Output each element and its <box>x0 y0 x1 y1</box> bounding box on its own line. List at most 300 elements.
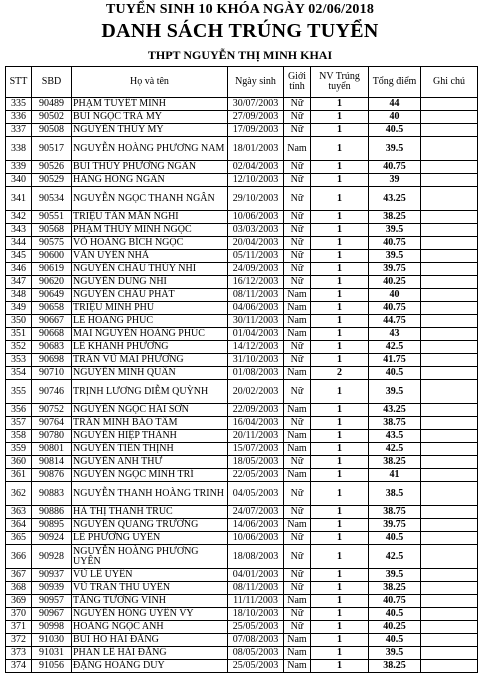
cell-sbd: 90508 <box>32 124 72 137</box>
cell-note <box>421 263 478 276</box>
cell-stt: 337 <box>6 124 32 137</box>
cell-name: HÀ THỊ THANH TRÚC <box>72 506 228 519</box>
cell-score: 41.75 <box>369 354 421 367</box>
cell-dob: 11/11/2003 <box>228 595 284 608</box>
cell-note <box>421 367 478 380</box>
cell-dob: 20/04/2003 <box>228 237 284 250</box>
table-row <box>6 469 478 482</box>
cell-nv: 1 <box>311 302 369 315</box>
cell-sbd: 90526 <box>32 161 72 174</box>
table-row <box>6 315 478 328</box>
cell-dob: 20/11/2003 <box>228 430 284 443</box>
cell-score: 38.25 <box>369 456 421 469</box>
cell-nv: 1 <box>311 456 369 469</box>
table-row <box>6 137 478 161</box>
cell-name: VĂN UYÊN NHÃ <box>72 250 228 263</box>
col-header-score: Tổng điểm <box>369 67 421 98</box>
cell-note <box>421 237 478 250</box>
cell-nv: 1 <box>311 211 369 224</box>
cell-dob: 10/06/2003 <box>228 532 284 545</box>
cell-note <box>421 595 478 608</box>
cell-nv: 1 <box>311 124 369 137</box>
cell-note <box>421 328 478 341</box>
table-row <box>6 263 478 276</box>
cell-sbd: 90746 <box>32 380 72 404</box>
cell-note <box>421 532 478 545</box>
cell-dob: 08/05/2003 <box>228 647 284 660</box>
cell-sbd: 90551 <box>32 211 72 224</box>
cell-score: 40.75 <box>369 595 421 608</box>
cell-dob: 03/03/2003 <box>228 224 284 237</box>
cell-sex: Nam <box>284 519 311 532</box>
cell-sbd: 90814 <box>32 456 72 469</box>
table-row <box>6 595 478 608</box>
cell-score: 40.5 <box>369 608 421 621</box>
col-header-dob: Ngày sinh <box>228 67 284 98</box>
cell-name: NGUYỄN NGỌC THANH NGÂN <box>72 187 228 211</box>
cell-nv: 1 <box>311 545 369 569</box>
cell-sex: Nữ <box>284 506 311 519</box>
cell-nv: 1 <box>311 237 369 250</box>
table-row <box>6 456 478 469</box>
cell-score: 38.75 <box>369 506 421 519</box>
document-title-list: DANH SÁCH TRÚNG TUYỂN <box>101 20 379 42</box>
table-row <box>6 237 478 250</box>
table-row <box>6 302 478 315</box>
cell-name: NGUYỄN THỦY MY <box>72 124 228 137</box>
cell-sbd: 90620 <box>32 276 72 289</box>
cell-nv: 1 <box>311 187 369 211</box>
cell-stt: 338 <box>6 137 32 161</box>
table-row <box>6 224 478 237</box>
cell-stt: 361 <box>6 469 32 482</box>
cell-nv: 1 <box>311 111 369 124</box>
table-row <box>6 98 478 111</box>
cell-sbd: 90939 <box>32 582 72 595</box>
cell-sbd: 90568 <box>32 224 72 237</box>
cell-stt: 369 <box>6 595 32 608</box>
cell-nv: 1 <box>311 137 369 161</box>
cell-note <box>421 608 478 621</box>
cell-note <box>421 137 478 161</box>
cell-stt: 346 <box>6 263 32 276</box>
cell-stt: 372 <box>6 634 32 647</box>
cell-stt: 365 <box>6 532 32 545</box>
cell-note <box>421 174 478 187</box>
cell-score: 38.25 <box>369 582 421 595</box>
cell-nv: 1 <box>311 582 369 595</box>
cell-note <box>421 354 478 367</box>
cell-name: NGUYỄN HIỆP THÀNH <box>72 430 228 443</box>
table-row <box>6 532 478 545</box>
cell-note <box>421 161 478 174</box>
cell-sbd: 91056 <box>32 660 72 673</box>
cell-sex: Nữ <box>284 224 311 237</box>
cell-note <box>421 341 478 354</box>
cell-dob: 15/07/2003 <box>228 443 284 456</box>
table-row <box>6 341 478 354</box>
table-row <box>6 328 478 341</box>
cell-nv: 2 <box>311 367 369 380</box>
cell-sbd: 90924 <box>32 532 72 545</box>
cell-sbd: 90967 <box>32 608 72 621</box>
cell-stt: 363 <box>6 506 32 519</box>
cell-dob: 22/05/2003 <box>228 469 284 482</box>
cell-name: VÕ HOÀNG BÍCH NGỌC <box>72 237 228 250</box>
table-row <box>6 111 478 124</box>
cell-stt: 352 <box>6 341 32 354</box>
cell-nv: 1 <box>311 469 369 482</box>
cell-note <box>421 660 478 673</box>
cell-nv: 1 <box>311 443 369 456</box>
table-row <box>6 211 478 224</box>
cell-dob: 07/08/2003 <box>228 634 284 647</box>
cell-score: 40.75 <box>369 237 421 250</box>
cell-score: 39.5 <box>369 569 421 582</box>
cell-name: NGUYỄN QUANG TRƯỜNG <box>72 519 228 532</box>
cell-dob: 10/06/2003 <box>228 211 284 224</box>
cell-name: PHẠM THỦY MINH NGỌC <box>72 224 228 237</box>
cell-stt: 341 <box>6 187 32 211</box>
cell-note <box>421 250 478 263</box>
cell-stt: 360 <box>6 456 32 469</box>
cell-nv: 1 <box>311 506 369 519</box>
table-row <box>6 124 478 137</box>
cell-score: 40.25 <box>369 276 421 289</box>
cell-nv: 1 <box>311 380 369 404</box>
cell-dob: 05/11/2003 <box>228 250 284 263</box>
cell-nv: 1 <box>311 569 369 582</box>
cell-note <box>421 98 478 111</box>
cell-nv: 1 <box>311 328 369 341</box>
cell-nv: 1 <box>311 250 369 263</box>
cell-sex: Nữ <box>284 276 311 289</box>
cell-sex: Nam <box>284 443 311 456</box>
document-title-school: THPT NGUYỄN THỊ MINH KHAI <box>147 48 333 62</box>
table-row <box>6 569 478 582</box>
cell-dob: 24/07/2003 <box>228 506 284 519</box>
cell-dob: 22/09/2003 <box>228 404 284 417</box>
table-header-row <box>6 67 478 98</box>
col-header-sbd: SBD <box>32 67 72 98</box>
cell-sex: Nữ <box>284 174 311 187</box>
cell-note <box>421 582 478 595</box>
table-row <box>6 506 478 519</box>
cell-sex: Nữ <box>284 545 311 569</box>
col-header-nv: NV Trúng tuyển <box>311 67 369 98</box>
cell-stt: 373 <box>6 647 32 660</box>
col-header-name: Họ và tên <box>72 67 228 98</box>
cell-nv: 1 <box>311 174 369 187</box>
cell-sex: Nam <box>284 137 311 161</box>
cell-note <box>421 111 478 124</box>
cell-stt: 344 <box>6 237 32 250</box>
cell-sex: Nữ <box>284 582 311 595</box>
table-row <box>6 380 478 404</box>
col-header-note: Ghi chú <box>421 67 478 98</box>
cell-dob: 18/05/2003 <box>228 456 284 469</box>
cell-sex: Nữ <box>284 417 311 430</box>
cell-nv: 1 <box>311 224 369 237</box>
cell-name: NGUYỄN CHÂU THỦY NHI <box>72 263 228 276</box>
cell-sex: Nữ <box>284 98 311 111</box>
cell-dob: 20/02/2003 <box>228 380 284 404</box>
cell-sbd: 90667 <box>32 315 72 328</box>
table-row <box>6 660 478 673</box>
cell-dob: 01/08/2003 <box>228 367 284 380</box>
cell-name: LÊ HOÀNG PHÚC <box>72 315 228 328</box>
cell-sex: Nam <box>284 315 311 328</box>
cell-name: MAI NGUYỄN HOÀNG PHÚC <box>72 328 228 341</box>
cell-dob: 01/04/2003 <box>228 328 284 341</box>
cell-note <box>421 187 478 211</box>
cell-stt: 339 <box>6 161 32 174</box>
cell-score: 38.25 <box>369 660 421 673</box>
cell-sbd: 90668 <box>32 328 72 341</box>
cell-stt: 347 <box>6 276 32 289</box>
cell-score: 40.5 <box>369 634 421 647</box>
table-row <box>6 443 478 456</box>
cell-sbd: 90928 <box>32 545 72 569</box>
cell-stt: 335 <box>6 98 32 111</box>
cell-dob: 08/11/2003 <box>228 289 284 302</box>
cell-name: NGUYỄN NGỌC MINH TRÍ <box>72 469 228 482</box>
cell-name: NGUYỄN NGỌC HẢI SƠN <box>72 404 228 417</box>
cell-sbd: 90937 <box>32 569 72 582</box>
cell-stt: 348 <box>6 289 32 302</box>
cell-note <box>421 124 478 137</box>
cell-note <box>421 621 478 634</box>
cell-stt: 374 <box>6 660 32 673</box>
cell-score: 40.5 <box>369 532 421 545</box>
cell-sbd: 90801 <box>32 443 72 456</box>
table-row <box>6 187 478 211</box>
cell-score: 40 <box>369 289 421 302</box>
cell-sex: Nam <box>284 430 311 443</box>
cell-sbd: 91030 <box>32 634 72 647</box>
cell-sbd: 90517 <box>32 137 72 161</box>
cell-sbd: 90502 <box>32 111 72 124</box>
table-row <box>6 276 478 289</box>
cell-dob: 12/10/2003 <box>228 174 284 187</box>
cell-sbd: 90780 <box>32 430 72 443</box>
cell-dob: 25/05/2003 <box>228 660 284 673</box>
table-row <box>6 161 478 174</box>
cell-name: LÊ KHÁNH PHƯƠNG <box>72 341 228 354</box>
cell-note <box>421 443 478 456</box>
cell-nv: 1 <box>311 595 369 608</box>
cell-name: VŨ TRẦN THU UYÊN <box>72 582 228 595</box>
cell-stt: 356 <box>6 404 32 417</box>
cell-score: 39.5 <box>369 224 421 237</box>
cell-sex: Nữ <box>284 608 311 621</box>
cell-name: TRIỆU MINH PHÚ <box>72 302 228 315</box>
cell-score: 42.5 <box>369 545 421 569</box>
table-row <box>6 582 478 595</box>
cell-name: BÙI HỒ HẢI ĐĂNG <box>72 634 228 647</box>
cell-sex: Nữ <box>284 250 311 263</box>
cell-sex: Nữ <box>284 111 311 124</box>
cell-stt: 364 <box>6 519 32 532</box>
cell-nv: 1 <box>311 482 369 506</box>
cell-nv: 1 <box>311 519 369 532</box>
cell-sex: Nữ <box>284 569 311 582</box>
cell-sbd: 90957 <box>32 595 72 608</box>
table-row <box>6 647 478 660</box>
cell-score: 38.25 <box>369 211 421 224</box>
cell-nv: 1 <box>311 608 369 621</box>
cell-name: NGUYỄN TIẾN THỊNH <box>72 443 228 456</box>
cell-sbd: 90752 <box>32 404 72 417</box>
cell-nv: 1 <box>311 315 369 328</box>
cell-dob: 24/09/2003 <box>228 263 284 276</box>
cell-note <box>421 647 478 660</box>
cell-stt: 368 <box>6 582 32 595</box>
cell-score: 39.75 <box>369 263 421 276</box>
cell-note <box>421 211 478 224</box>
cell-note <box>421 456 478 469</box>
table-row <box>6 367 478 380</box>
cell-nv: 1 <box>311 634 369 647</box>
cell-sex: Nữ <box>284 237 311 250</box>
cell-sbd: 90883 <box>32 482 72 506</box>
cell-dob: 14/06/2003 <box>228 519 284 532</box>
cell-score: 40.75 <box>369 302 421 315</box>
cell-dob: 14/12/2003 <box>228 341 284 354</box>
cell-note <box>421 276 478 289</box>
cell-score: 43.25 <box>369 404 421 417</box>
cell-score: 40.5 <box>369 124 421 137</box>
cell-score: 39.5 <box>369 250 421 263</box>
cell-nv: 1 <box>311 430 369 443</box>
cell-score: 39.5 <box>369 647 421 660</box>
cell-stt: 340 <box>6 174 32 187</box>
table-row <box>6 174 478 187</box>
cell-sex: Nữ <box>284 532 311 545</box>
cell-sbd: 90895 <box>32 519 72 532</box>
cell-score: 40.5 <box>369 367 421 380</box>
cell-dob: 04/01/2003 <box>228 569 284 582</box>
cell-dob: 25/05/2003 <box>228 621 284 634</box>
cell-sbd: 90876 <box>32 469 72 482</box>
cell-nv: 1 <box>311 263 369 276</box>
cell-score: 40.75 <box>369 161 421 174</box>
cell-note <box>421 569 478 582</box>
cell-dob: 04/05/2003 <box>228 482 284 506</box>
cell-nv: 1 <box>311 354 369 367</box>
cell-name: TRẦN VŨ MAI PHƯƠNG <box>72 354 228 367</box>
cell-sex: Nữ <box>284 124 311 137</box>
cell-stt: 336 <box>6 111 32 124</box>
cell-score: 38.75 <box>369 417 421 430</box>
col-header-sex: Giới tính <box>284 67 311 98</box>
cell-score: 40 <box>369 111 421 124</box>
cell-name: TRIỆU TÂN MẪN NGHI <box>72 211 228 224</box>
cell-sbd: 90998 <box>32 621 72 634</box>
cell-score: 42.5 <box>369 443 421 456</box>
cell-sbd: 90886 <box>32 506 72 519</box>
cell-sbd: 90600 <box>32 250 72 263</box>
cell-score: 39.5 <box>369 137 421 161</box>
cell-score: 39 <box>369 174 421 187</box>
cell-note <box>421 417 478 430</box>
cell-name: VŨ LÊ UYÊN <box>72 569 228 582</box>
cell-stt: 343 <box>6 224 32 237</box>
table-row <box>6 621 478 634</box>
cell-note <box>421 224 478 237</box>
cell-dob: 30/11/2003 <box>228 315 284 328</box>
cell-sex: Nữ <box>284 263 311 276</box>
cell-sex: Nam <box>284 634 311 647</box>
cell-note <box>421 430 478 443</box>
cell-name: BÙI THỦY PHƯƠNG NGÂN <box>72 161 228 174</box>
cell-sex: Nữ <box>284 482 311 506</box>
cell-sbd: 90658 <box>32 302 72 315</box>
cell-score: 40.25 <box>369 621 421 634</box>
cell-nv: 1 <box>311 532 369 545</box>
cell-dob: 16/12/2003 <box>228 276 284 289</box>
cell-stt: 349 <box>6 302 32 315</box>
cell-name: ĐẶNG HOÀNG DUY <box>72 660 228 673</box>
cell-score: 39.75 <box>369 519 421 532</box>
cell-dob: 30/07/2003 <box>228 98 284 111</box>
cell-stt: 350 <box>6 315 32 328</box>
cell-sex: Nữ <box>284 341 311 354</box>
cell-name: BÙI NGỌC TRÀ MY <box>72 111 228 124</box>
table-row <box>6 289 478 302</box>
cell-note <box>421 506 478 519</box>
cell-stt: 355 <box>6 380 32 404</box>
cell-nv: 1 <box>311 660 369 673</box>
cell-name: NGUYỄN HỒNG UYÊN VY <box>72 608 228 621</box>
cell-name: HÀNG HỒNG NGÂN <box>72 174 228 187</box>
cell-stt: 351 <box>6 328 32 341</box>
cell-sbd: 91031 <box>32 647 72 660</box>
cell-sex: Nam <box>284 595 311 608</box>
cell-name: NGUYỄN THANH HOÀNG TRINH <box>72 482 228 506</box>
cell-name: NGUYỄN DUNG NHI <box>72 276 228 289</box>
cell-score: 44 <box>369 98 421 111</box>
cell-stt: 359 <box>6 443 32 456</box>
cell-dob: 31/10/2003 <box>228 354 284 367</box>
cell-dob: 27/09/2003 <box>228 111 284 124</box>
cell-sex: Nam <box>284 328 311 341</box>
cell-sbd: 90619 <box>32 263 72 276</box>
cell-stt: 342 <box>6 211 32 224</box>
cell-dob: 02/04/2003 <box>228 161 284 174</box>
cell-name: TĂNG TƯỜNG VINH <box>72 595 228 608</box>
cell-sbd: 90710 <box>32 367 72 380</box>
cell-score: 42.5 <box>369 341 421 354</box>
cell-dob: 18/01/2003 <box>228 137 284 161</box>
cell-nv: 1 <box>311 417 369 430</box>
cell-dob: 18/10/2003 <box>228 608 284 621</box>
cell-sbd: 90489 <box>32 98 72 111</box>
cell-name: TRẦN MINH BẢO TÂM <box>72 417 228 430</box>
cell-nv: 1 <box>311 289 369 302</box>
cell-sex: Nam <box>284 367 311 380</box>
cell-name: NGUYỄN CHÂU PHÁT <box>72 289 228 302</box>
cell-sbd: 90698 <box>32 354 72 367</box>
cell-nv: 1 <box>311 647 369 660</box>
cell-note <box>421 634 478 647</box>
cell-score: 39.5 <box>369 380 421 404</box>
cell-sex: Nữ <box>284 456 311 469</box>
cell-name: NGUYỄN HOÀNG PHƯƠNG NAM <box>72 137 228 161</box>
col-header-stt: STT <box>6 67 32 98</box>
cell-score: 43.5 <box>369 430 421 443</box>
cell-dob: 04/06/2003 <box>228 302 284 315</box>
